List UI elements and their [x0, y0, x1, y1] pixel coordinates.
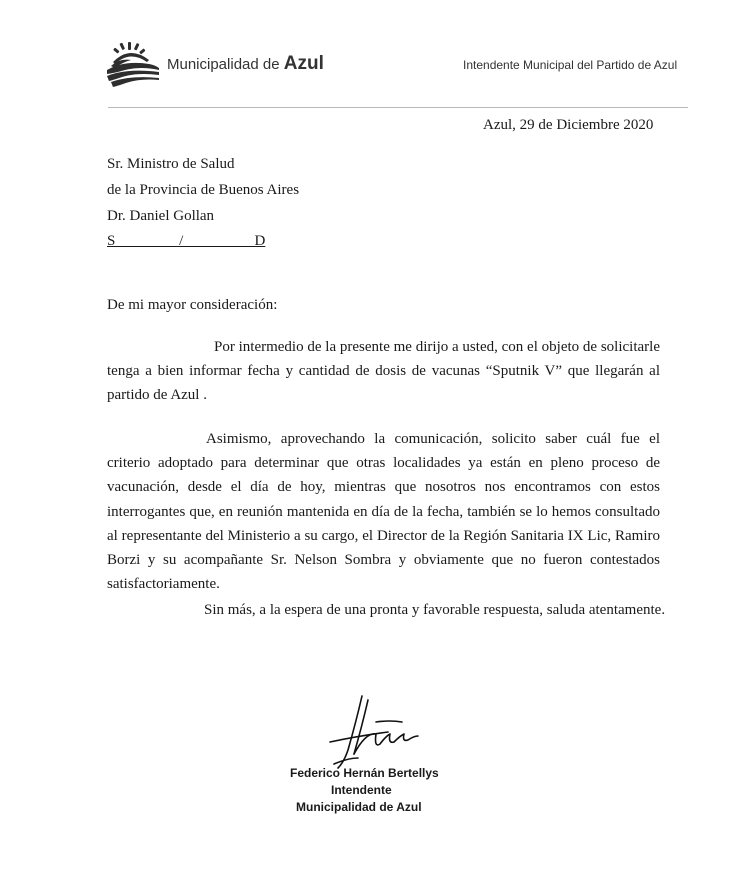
recipient-line-4: S / D: [107, 233, 266, 249]
signature-block: [290, 765, 439, 816]
salutation: De mi mayor consideración:: [107, 297, 278, 313]
office-title: Intendente Municipal del Partido de Azul: [463, 58, 678, 72]
closing-paragraph: Sin más, a la espera de una pronta y favorable respuesta, saluda atentamente.: [204, 602, 666, 618]
body-paragraph-2: Asimismo, aprovechando la comunicación, solicito saber cuál fue el criterio adoptado para determinar que otras localidades ya están en pleno proceso de vacunación, desde el día de hoy, mientras que nosotros nos encontramos con estos interrogantes que, en reunión mantenida en día de la fecha, también se lo hemos consultado al representante del Ministerio a su cargo, el Director de la Región Sanitaria IX Lic, Ramiro Borzi y su acompañante Sr. Nelson Sombra y obviamente que no fueron contestados satisfactoriamente.: [107, 431, 660, 593]
handwritten-signature-icon: [318, 692, 426, 770]
letter-date: Azul, 29 de Diciembre 2020: [483, 117, 654, 133]
letterhead: [0, 0, 730, 110]
municipality-prefix: Municipalidad de: [167, 56, 280, 73]
header-divider: [108, 107, 688, 108]
signatory-title: Intendente: [331, 783, 392, 797]
recipient-line-1: Sr. Ministro de Salud: [107, 156, 235, 172]
municipality-logo-icon: [105, 40, 161, 90]
signatory-name: Federico Hernán Bertellys: [290, 766, 439, 780]
body-paragraph-1: Por intermedio de la presente me dirijo a usted, con el objeto de solicitarle tenga a bien informar fecha y cantidad de dosis de vacunas “Sputnik V” que llegarán al partido de Azul .: [107, 339, 660, 404]
municipality-name-strong: Azul: [283, 53, 324, 74]
recipient-line-2: de la Provincia de Buenos Aires: [107, 182, 300, 198]
recipient-line-3: Dr. Daniel Gollan: [107, 208, 215, 224]
signatory-organization: Municipalidad de Azul: [296, 800, 422, 814]
municipality-name: [167, 53, 324, 75]
